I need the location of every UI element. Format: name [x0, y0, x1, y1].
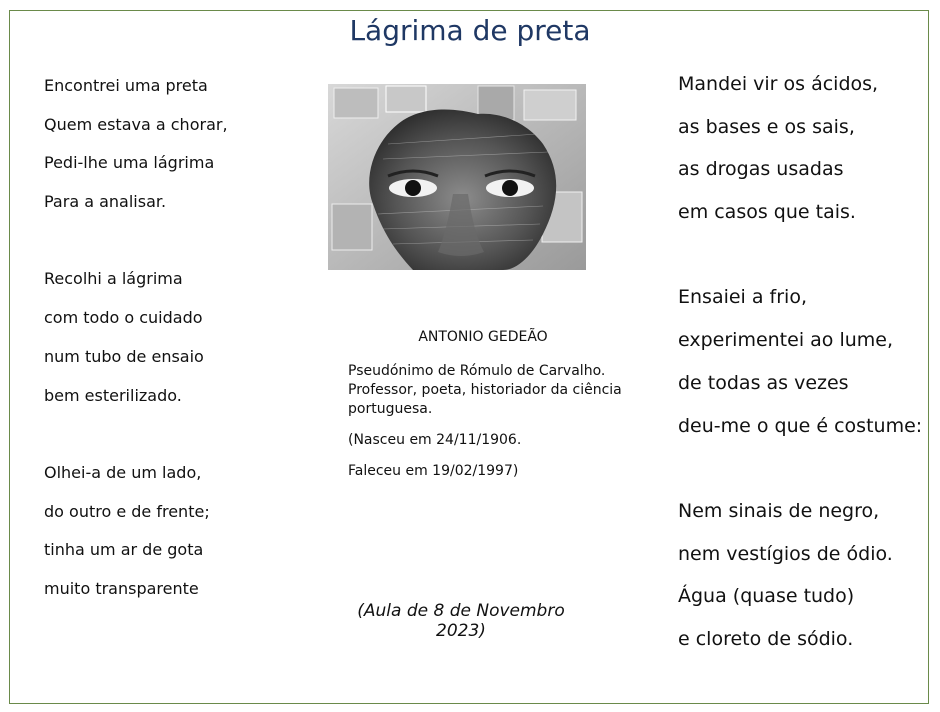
poem-line: e cloreto de sódio.: [678, 627, 854, 650]
poem-line: Nem sinais de negro,: [678, 499, 880, 522]
left-poem-column: [44, 73, 228, 615]
poem-line: Olhei-a de um lado,: [44, 462, 202, 482]
poem-line: Quem estava a chorar,: [44, 114, 228, 134]
poem-line: do outro e de frente;: [44, 501, 210, 521]
stanza-gap: [44, 228, 228, 267]
poem-line: Água (quase tudo): [678, 585, 855, 608]
face-collage-image: [328, 84, 586, 270]
poem-line: de todas as vezes: [678, 371, 849, 394]
author-name: ANTONIO GEDEÃO: [418, 329, 548, 345]
poem-line: num tubo de ensaio: [44, 346, 204, 366]
poem-line: Para a analisar.: [44, 192, 167, 212]
poem-line: Recolhi a lágrima: [44, 269, 183, 289]
stanza-gap: [678, 241, 922, 284]
stanza-gap: [44, 421, 228, 460]
poem-line: as drogas usadas: [678, 158, 844, 181]
poem-title: Lágrima de preta: [349, 14, 591, 47]
right-poem-column: [678, 70, 922, 668]
poem-line: experimentei ao lume,: [678, 329, 894, 352]
poem-line: deu-me o que é costume:: [678, 414, 923, 437]
poem-line: as bases e os sais,: [678, 115, 855, 138]
poem-line: Mandei vir os ácidos,: [678, 73, 879, 95]
poem-line: tinha um ar de gota: [44, 540, 204, 560]
birth-date: (Nasceu em 24/11/1906.: [348, 432, 522, 448]
poem-line: bem esterilizado.: [44, 385, 182, 405]
poem-line: nem vestígios de ódio.: [678, 542, 893, 565]
stanza-gap: [678, 454, 922, 497]
bio-text: Pseudónimo de Rómulo de Carvalho. Professor, poeta, historiador da ciência portuguesa.: [348, 363, 622, 417]
death-date: Faleceu em 19/02/1997): [348, 463, 519, 479]
poem-line: Ensaiei a frio,: [678, 286, 808, 309]
poem-line: Encontrei uma preta: [44, 76, 208, 95]
poem-line: em casos que tais.: [678, 201, 856, 224]
poem-line: muito transparente: [44, 578, 199, 598]
poem-line: Pedi-lhe uma lágrima: [44, 153, 215, 173]
lesson-date-note: (Aula de 8 de Novembro 2023): [357, 601, 565, 641]
poem-line: com todo o cuidado: [44, 308, 203, 328]
author-bio: [348, 362, 628, 493]
